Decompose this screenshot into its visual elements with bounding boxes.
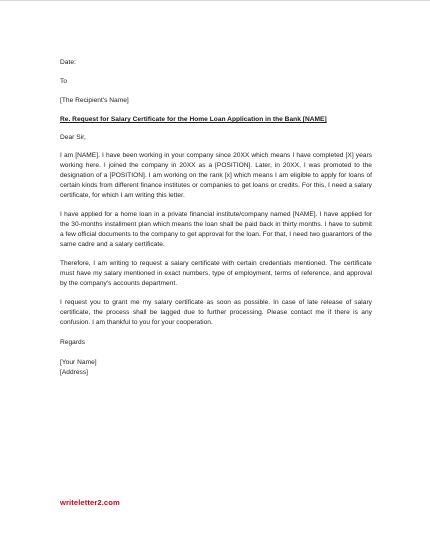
top-divider: [0, 0, 430, 1]
letter-body: [60, 58, 372, 377]
subject-line: Re. Request for Salary Certificate for the Home Loan Application in the Bank [NAME]: [60, 116, 327, 124]
recipient-name: [The Recipient's Name]: [60, 97, 129, 105]
closing-regards: Regards: [60, 339, 86, 347]
signature-block: [60, 358, 372, 377]
paragraph-closing-request: I request you to grant me my salary certificate as soon as possible. In case of late release of salary certificate, the process shall be lagged due to further processing. Please contact me if there is any confusion. I am thankful to you for your cooperation.: [60, 299, 372, 327]
paragraph-intro: I am [NAME]. I have been working in your company since 20XX which means I have completed [X] years working here. I joined the company in 20XX as a [POSITION]. Later, in 20XX, I was promoted to the designation of a [POSITION]. I am working on the rank [x] which means I am eligible to apply for loans of certain kinds from different finance institutes or companies to get loans or credits. For this, I need a salary certificate, for which I am writing this letter.: [60, 152, 372, 200]
salutation: Dear Sir,: [60, 133, 86, 141]
paragraph-request: Therefore, I am writing to request a salary certificate with certain credentials mentioned. The certificate must have my salary mentioned in exact numbers, type of employment, terms of reference, and approval by the company's accounts department.: [60, 260, 372, 288]
date-label: Date:: [60, 59, 76, 66]
sender-address: [Address]: [60, 368, 89, 376]
to-label: To: [60, 78, 68, 86]
site-brand-link[interactable]: writeletter2.com: [60, 498, 120, 507]
paragraph-loan-details: I have applied for a home loan in a private financial institute/company named [NAME]. I have applied for the 30-months installment plan which means the loan shall be paid back in thirty months. I have to submit a few official documents to the company to get approval for the loan. For that, I need two guarantors of the same cadre and a salary certificate.: [60, 211, 372, 249]
sender-name: [Your Name]: [60, 359, 97, 367]
